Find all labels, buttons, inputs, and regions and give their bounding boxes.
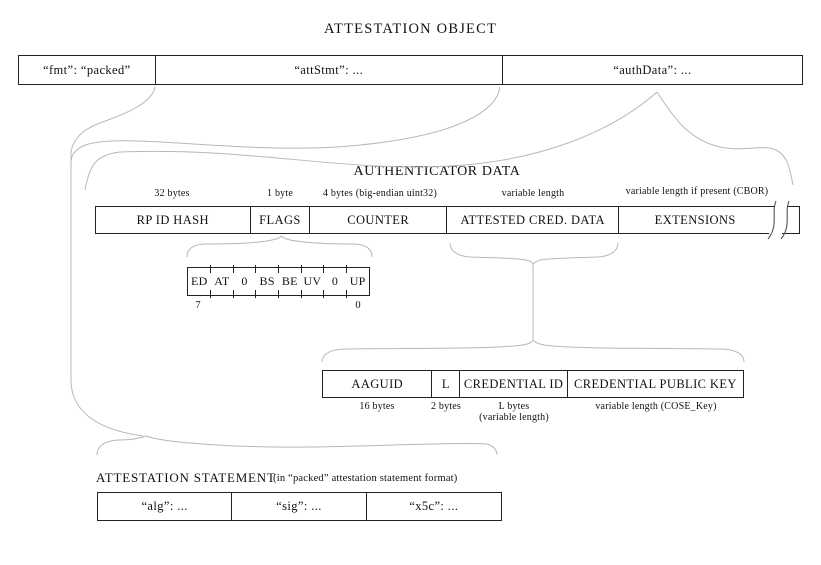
size-label-credential-id (479, 401, 549, 423)
attestation-statement-format-note: (in “packed” attestation statement format) (273, 473, 458, 484)
x5c-field: “x5c”: ... (409, 499, 459, 513)
fmt-field: “fmt”: “packed” (19, 56, 156, 84)
authdata-field: “authData”: ... (613, 62, 692, 77)
flag-bit-up: UP (346, 268, 369, 295)
size-label-attested-cred-data: variable length (501, 188, 565, 199)
attested-credential-data-row (322, 370, 744, 398)
counter-field: COUNTER (310, 207, 447, 233)
flag-bit-rfu2: 0 (324, 268, 347, 295)
attstmt-connector-tail (71, 152, 143, 436)
attested-cred-data-lower-brace (322, 340, 744, 362)
flag-bit-at: AT (211, 268, 234, 295)
attested-cred-data-upper-brace (450, 243, 618, 264)
size-label-counter: 4 bytes (big-endian uint32) (323, 188, 437, 199)
size-label-extensions: variable length if present (CBOR) (625, 186, 769, 197)
size-label-credential-public-key: variable length (COSE_Key) (595, 401, 717, 412)
alg-field: “alg”: ... (98, 493, 232, 520)
bit-index-lsb: 0 (355, 300, 361, 311)
size-label-rp-id-hash: 32 bytes (154, 188, 190, 199)
size-label-length: 2 bytes (430, 401, 462, 412)
attstmt-connector-right (71, 87, 500, 163)
authenticator-data-heading: AUTHENTICATOR DATA (353, 164, 521, 179)
length-field: L (432, 371, 460, 397)
attestation-statement-brace (97, 436, 497, 455)
attestation-object-row (18, 55, 803, 85)
attestation-statement-row (97, 492, 502, 521)
attstmt-field: “attStmt”: ... (156, 56, 503, 84)
authenticator-data-row (95, 206, 800, 234)
attstmt-connector-left (71, 87, 155, 152)
aaguid-field: AAGUID (323, 371, 432, 397)
credential-id-field: CREDENTIAL ID (460, 371, 567, 397)
flag-bit-uv: UV (301, 268, 324, 295)
size-label-credential-id-line1: L bytes (498, 401, 530, 412)
flag-bit-bs: BS (256, 268, 279, 295)
flag-bit-rfu1: 0 (233, 268, 256, 295)
sig-field: “sig”: ... (232, 493, 366, 520)
flags-brace (187, 236, 372, 257)
rp-id-hash-field: RP ID HASH (96, 207, 251, 233)
flags-bit-row (187, 267, 370, 296)
flags-field: FLAGS (251, 207, 311, 233)
diagram-title: ATTESTATION OBJECT (323, 21, 498, 37)
bit-index-msb: 7 (195, 300, 201, 311)
flag-bit-be: BE (279, 268, 302, 295)
authdata-brace-right (657, 92, 793, 185)
credential-public-key-field: CREDENTIAL PUBLIC KEY (574, 376, 737, 391)
flag-bit-ed: ED (191, 274, 208, 288)
size-label-credential-id-line2: (variable length) (479, 412, 549, 423)
size-label-aaguid: 16 bytes (359, 401, 395, 412)
size-label-flags: 1 byte (267, 188, 293, 199)
attestation-statement-heading: ATTESTATION STATEMENT (96, 470, 276, 485)
extensions-field: EXTENSIONS (654, 212, 736, 227)
attested-cred-data-field: ATTESTED CRED. DATA (447, 207, 619, 233)
